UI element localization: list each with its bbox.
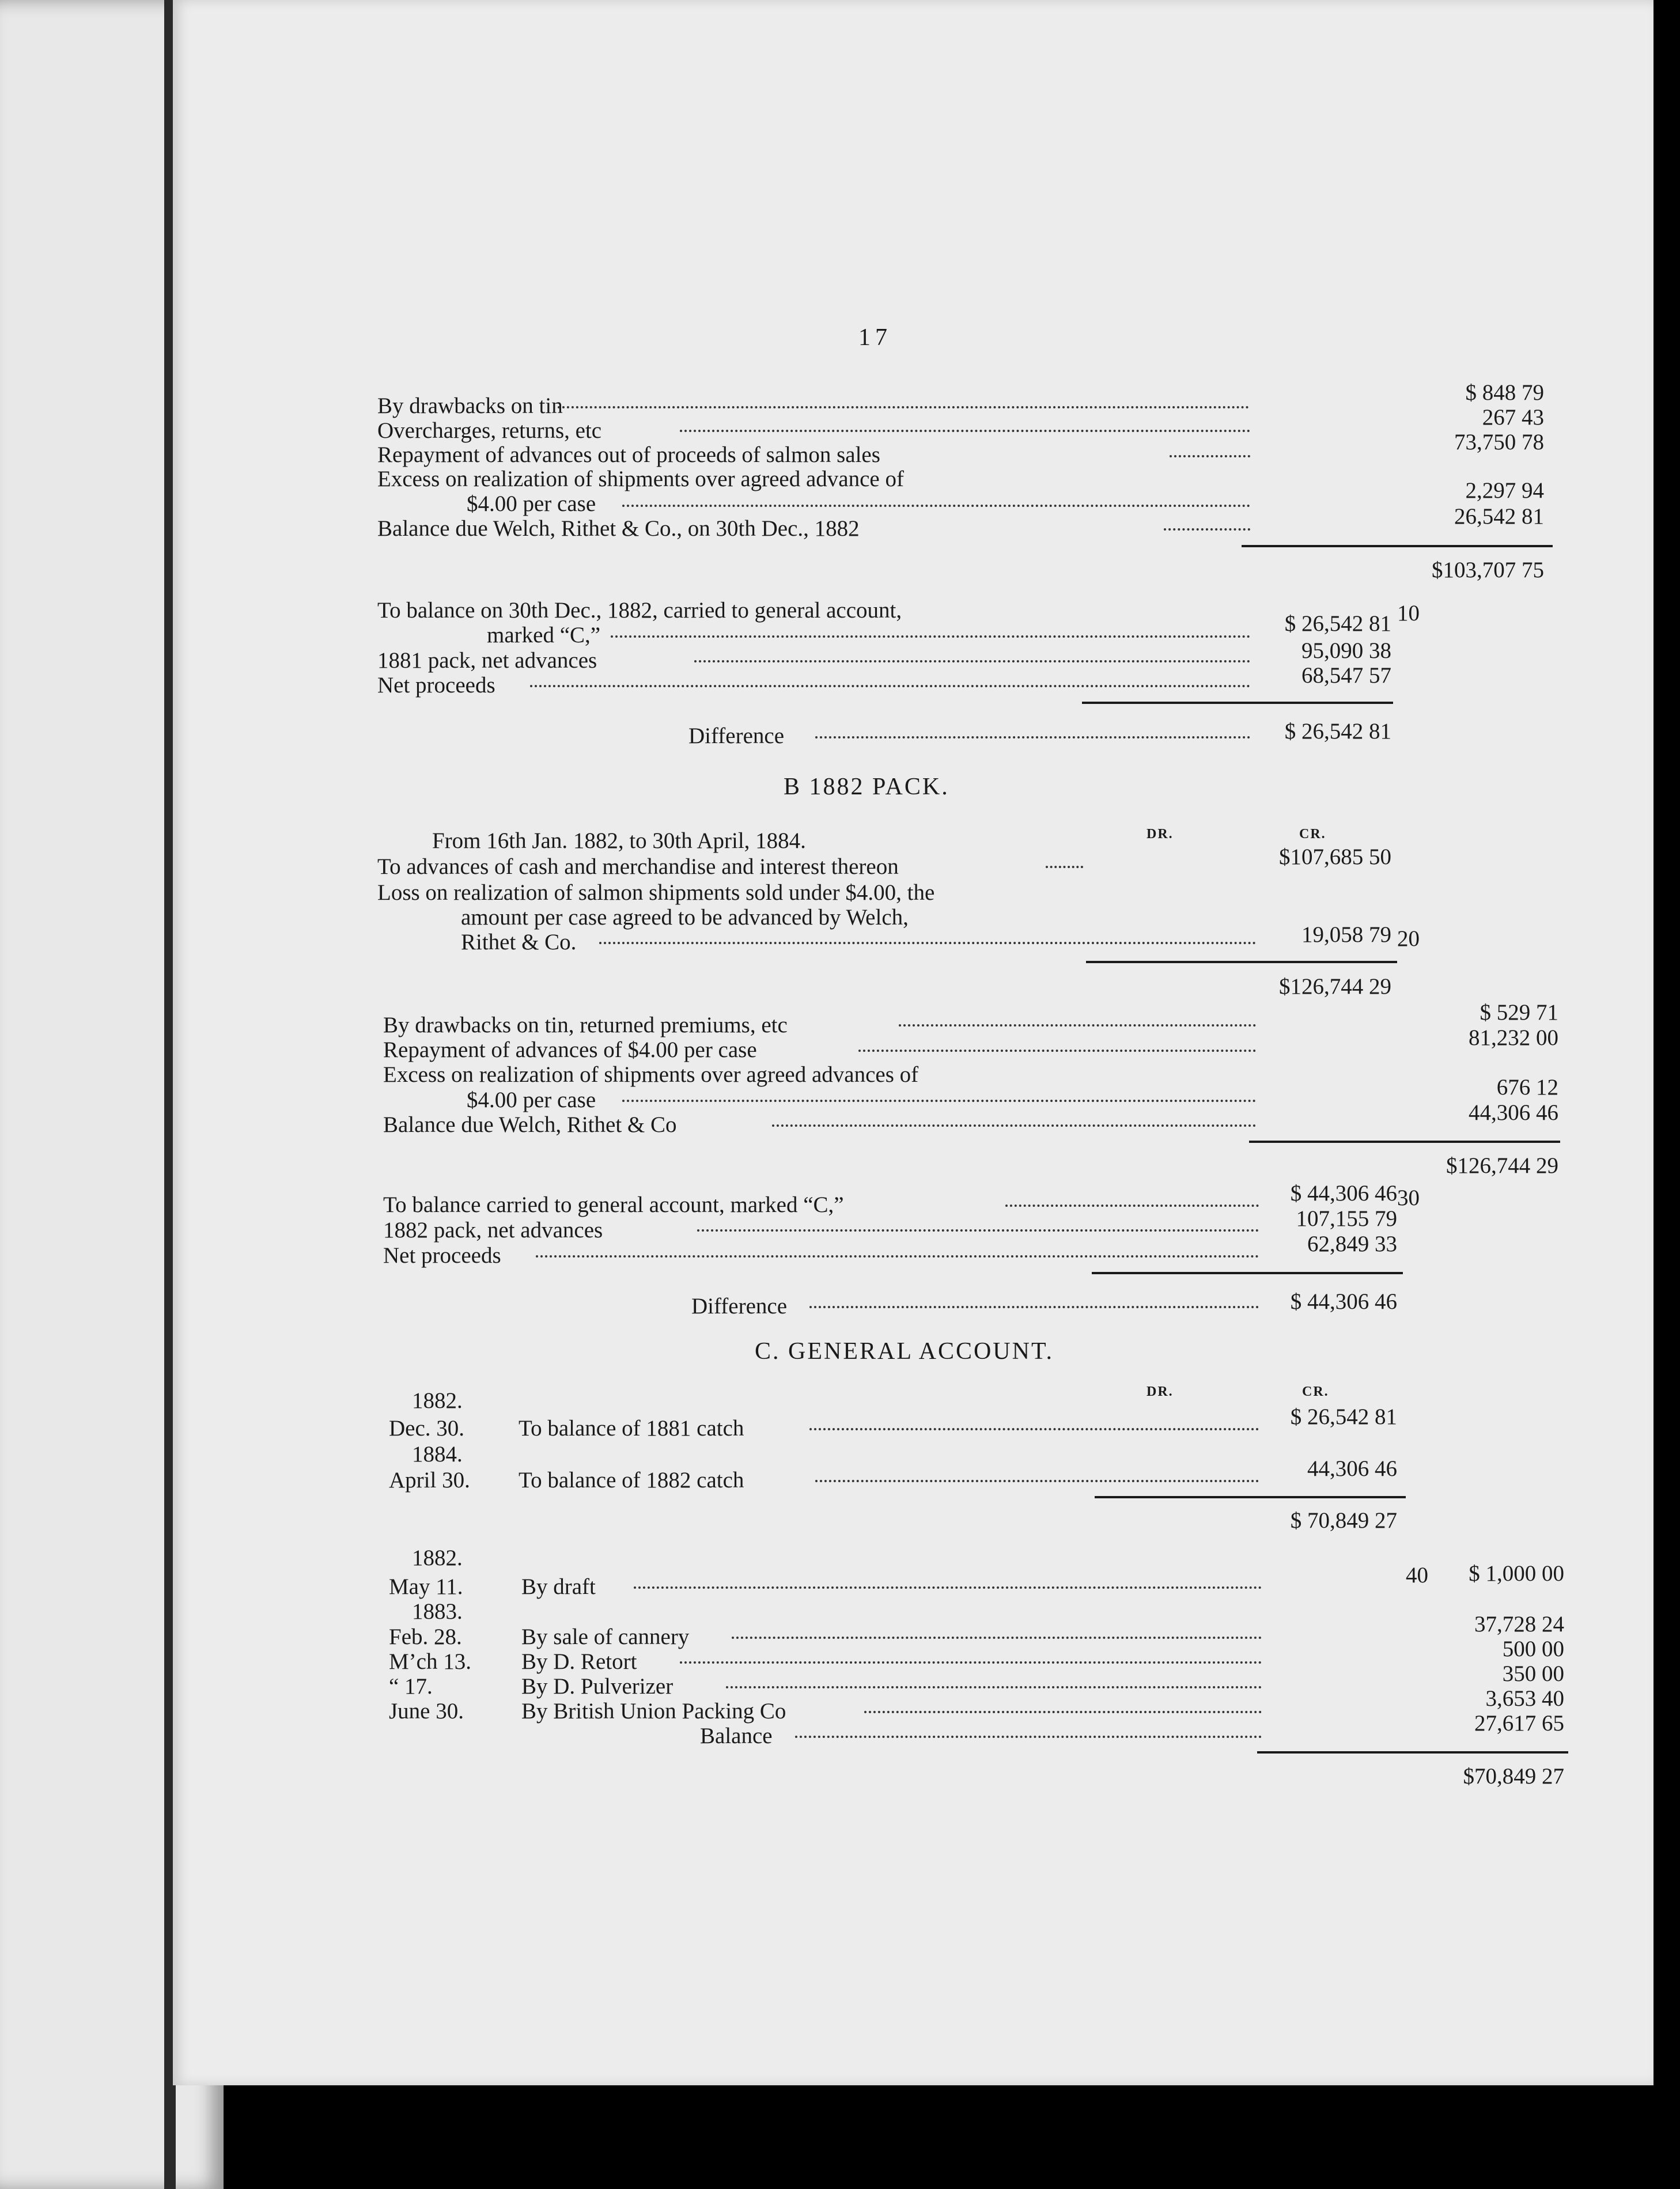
margin-line-number: 30	[1397, 1186, 1420, 1210]
entry-amount: $ 26,542 81	[1284, 611, 1391, 636]
leader-dots	[795, 1734, 1262, 1738]
entry-label: To advances of cash and merchandise and interest thereon	[377, 854, 899, 879]
period-label: From 16th Jan. 1882, to 30th April, 1884.	[432, 828, 806, 853]
margin-line-number: 40	[1406, 1563, 1428, 1588]
entry-amount: 267 43	[1482, 405, 1544, 430]
section-heading: B 1882 PACK.	[784, 774, 949, 800]
leader-dots	[680, 428, 1250, 432]
entry-date: April 30.	[389, 1468, 470, 1493]
leader-dots	[726, 1684, 1262, 1688]
entry-label: To balance of 1881 catch	[519, 1416, 744, 1441]
entry-date: June 30.	[389, 1699, 464, 1724]
entry-amount: 107,155 79	[1296, 1206, 1397, 1231]
entry-label: Net proceeds	[377, 673, 495, 698]
leader-dots	[732, 1635, 1262, 1639]
leader-dots	[899, 1022, 1256, 1027]
entry-label: By D. Pulverizer	[521, 1674, 673, 1699]
entry-label: Excess on realization of shipments over agreed advance of	[377, 467, 904, 491]
entry-amount: $107,685 50	[1279, 844, 1391, 869]
dr-column-label: DR.	[1147, 1384, 1174, 1399]
entry-label: 1881 pack, net advances	[377, 648, 597, 673]
entry-label: $4.00 per case	[467, 1088, 596, 1112]
leader-dots	[864, 1709, 1262, 1713]
entry-label: Excess on realization of shipments over agreed advances of	[383, 1062, 919, 1087]
entry-label: Repayment of advances of $4.00 per case	[383, 1037, 757, 1062]
leader-dots	[622, 503, 1250, 507]
entry-amount: 44,306 46	[1469, 1100, 1558, 1125]
entry-label: 1882 pack, net advances	[383, 1218, 603, 1243]
entry-year: 1882.	[412, 1546, 463, 1570]
total-rule	[1086, 961, 1397, 963]
margin-line-number: 10	[1397, 601, 1420, 626]
entry-label: Net proceeds	[383, 1243, 501, 1268]
entry-label: By D. Retort	[521, 1649, 637, 1674]
total-rule	[1092, 1272, 1403, 1274]
entry-label: To balance on 30th Dec., 1882, carried to general account,	[377, 598, 902, 623]
total-rule	[1249, 1141, 1560, 1143]
entry-label: Rithet & Co.	[461, 930, 577, 955]
total-amount: $103,707 75	[1432, 558, 1544, 582]
leader-dots	[558, 404, 1249, 408]
entry-label: Loss on realization of salmon shipments sold under $4.00, the	[377, 880, 935, 905]
cr-column-label: CR.	[1302, 1384, 1329, 1399]
entry-label: $4.00 per case	[467, 491, 596, 516]
total-rule	[1242, 545, 1553, 547]
entry-date: “ 17.	[389, 1674, 433, 1699]
entry-amount: 73,750 78	[1454, 430, 1544, 455]
leader-dots	[622, 1098, 1256, 1102]
entry-label: To balance of 1882 catch	[519, 1468, 744, 1493]
total-amount: $126,744 29	[1446, 1153, 1558, 1178]
entry-year: 1882.	[412, 1388, 463, 1413]
entry-date: Dec. 30.	[389, 1416, 465, 1441]
leader-dots	[680, 1660, 1262, 1664]
entry-amount: 68,547 57	[1301, 663, 1391, 688]
entry-label: Difference	[691, 1294, 787, 1319]
leader-dots	[634, 1585, 1262, 1589]
entry-amount: 44,306 46	[1307, 1456, 1397, 1481]
entry-amount: $ 44,306 46	[1290, 1289, 1397, 1314]
document-page	[173, 0, 1653, 2085]
entry-label: Balance due Welch, Rithet & Co	[383, 1112, 677, 1137]
entry-label: Difference	[688, 724, 784, 748]
entry-amount: $ 26,542 81	[1290, 1404, 1397, 1429]
entry-label: amount per case agreed to be advanced by Welch,	[461, 905, 909, 930]
entry-label: To balance carried to general account, marked “C,”	[383, 1192, 844, 1217]
entry-year: 1884.	[412, 1442, 463, 1467]
entry-amount: $ 44,306 46	[1290, 1181, 1397, 1206]
entry-amount: 37,728 24	[1474, 1612, 1564, 1637]
entry-label: By drawbacks on tin, returned premiums, etc	[383, 1013, 788, 1037]
entry-label: By sale of cannery	[521, 1624, 690, 1649]
entry-label: Balance due Welch, Rithet & Co., on 30th Dec., 1882	[377, 516, 860, 541]
entry-amount: 26,542 81	[1454, 504, 1544, 529]
entry-amount: 2,297 94	[1465, 478, 1544, 503]
total-rule	[1257, 1751, 1568, 1754]
dr-column-label: DR.	[1147, 827, 1174, 842]
entry-label: Overcharges, returns, etc	[377, 418, 602, 443]
entry-year: 1883.	[412, 1599, 463, 1624]
entry-amount: $ 26,542 81	[1284, 719, 1391, 744]
entry-label: By drawbacks on tin	[377, 393, 563, 418]
cr-column-label: CR.	[1299, 827, 1326, 842]
entry-amount: $ 1,000 00	[1469, 1561, 1564, 1586]
entry-amount: 95,090 38	[1301, 638, 1391, 663]
leader-dots	[858, 1048, 1256, 1052]
entry-amount: 676 12	[1496, 1075, 1558, 1100]
entry-amount: 62,849 33	[1307, 1232, 1397, 1256]
margin-line-number: 20	[1397, 926, 1420, 951]
entry-label: marked “C,”	[487, 623, 601, 647]
total-rule	[1095, 1496, 1406, 1498]
entry-date: M’ch 13.	[389, 1649, 471, 1674]
leader-dots	[772, 1123, 1256, 1127]
leader-dots	[1170, 453, 1250, 457]
entry-amount: $ 848 79	[1465, 380, 1544, 405]
entry-amount: 27,617 65	[1474, 1711, 1564, 1736]
total-amount: $ 70,849 27	[1290, 1508, 1397, 1533]
entry-label: By draft	[521, 1574, 596, 1599]
entry-amount: 500 00	[1502, 1637, 1564, 1661]
entry-amount: 81,232 00	[1469, 1025, 1558, 1050]
entry-label: Repayment of advances out of proceeds of salmon sales	[377, 442, 880, 467]
section-heading: C. GENERAL ACCOUNT.	[755, 1338, 1054, 1365]
entry-amount: 3,653 40	[1485, 1686, 1564, 1711]
entry-amount: 350 00	[1502, 1661, 1564, 1686]
entry-amount: 19,058 79	[1301, 922, 1391, 947]
total-rule	[1082, 702, 1393, 704]
total-amount: $70,849 27	[1463, 1764, 1564, 1789]
entry-date: Feb. 28.	[389, 1624, 462, 1649]
entry-label: By British Union Packing Co	[521, 1699, 786, 1724]
entry-date: May 11.	[389, 1574, 463, 1599]
leader-dots	[1164, 527, 1250, 531]
total-amount: $126,744 29	[1279, 974, 1391, 999]
entry-amount: $ 529 71	[1480, 1000, 1558, 1025]
entry-label: Balance	[700, 1724, 773, 1748]
page-number: 17	[858, 324, 892, 351]
